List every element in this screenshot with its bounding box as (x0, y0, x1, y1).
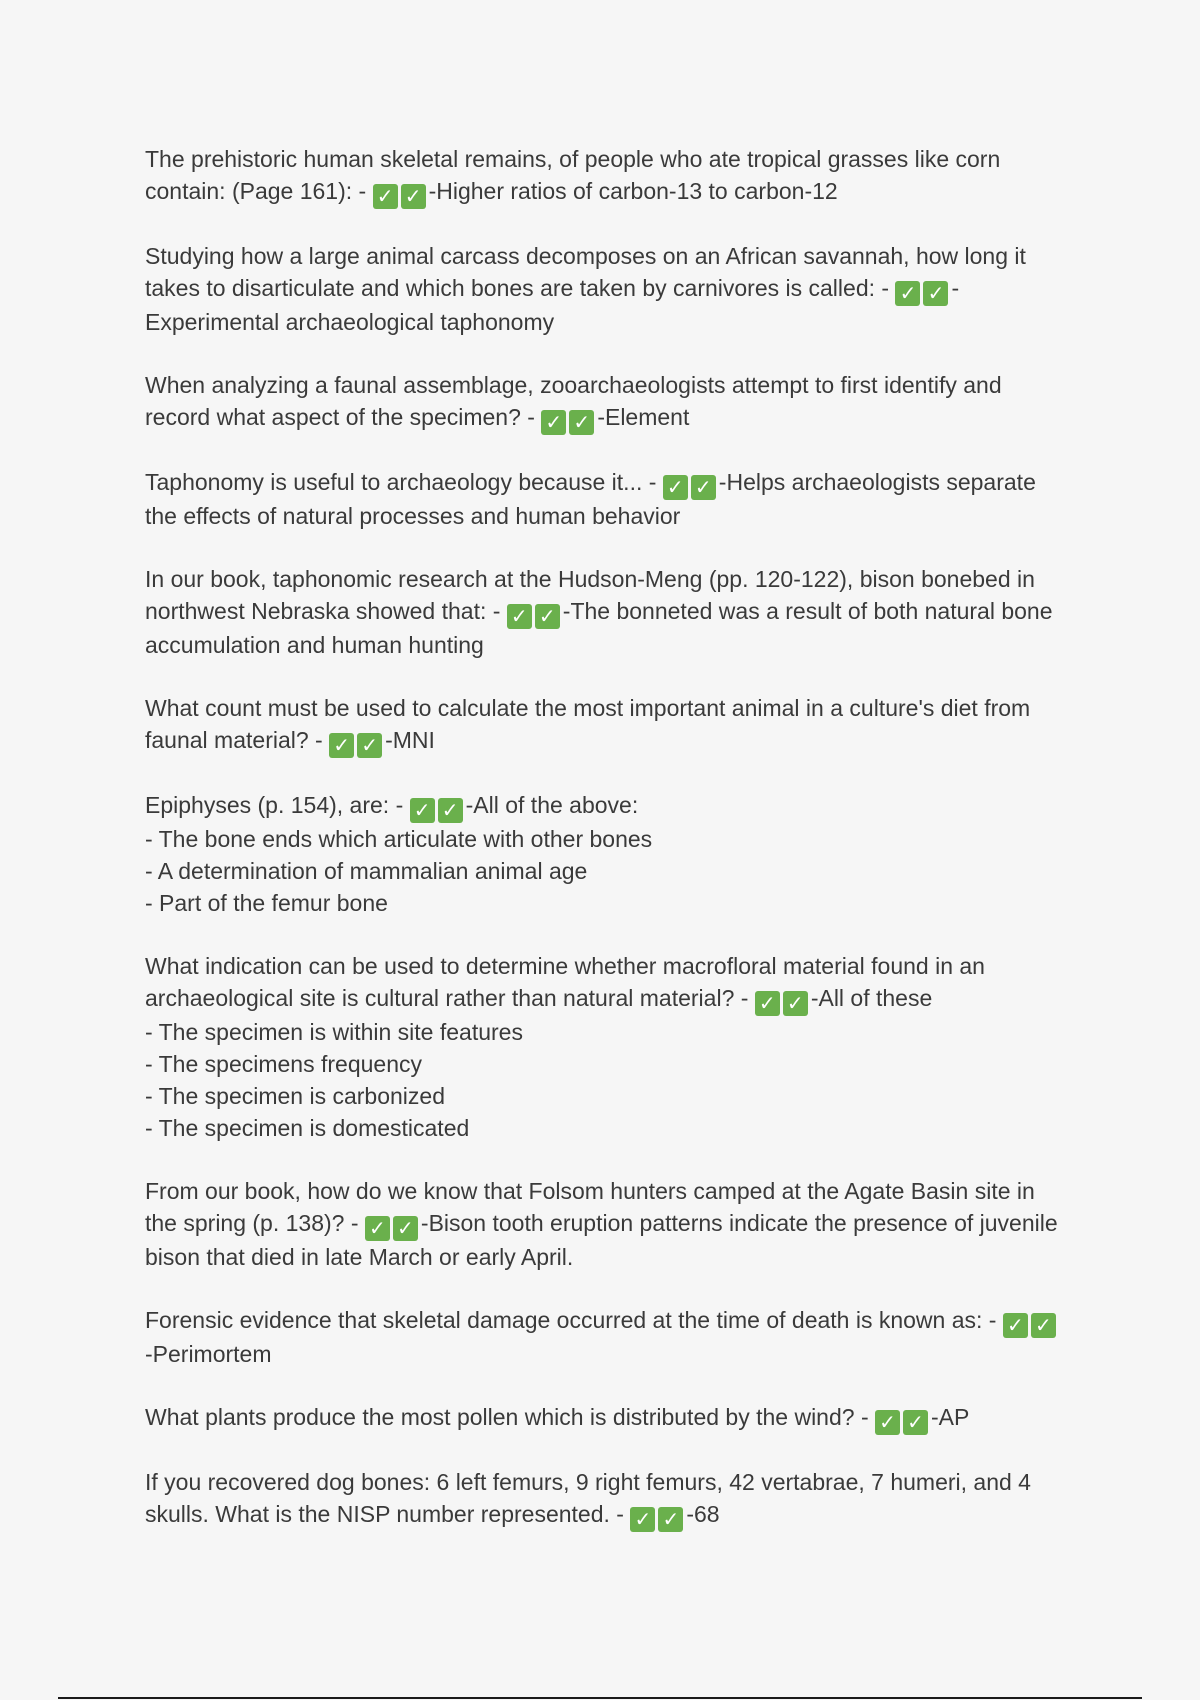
answer-text: -68 (686, 1501, 720, 1527)
option-item: - The specimen is domesticated (145, 1115, 470, 1141)
qa-text (145, 789, 1065, 823)
qa-text (145, 1401, 1065, 1435)
qa-item (145, 950, 1065, 1144)
qa-text (145, 692, 1065, 758)
option-item: - The specimen is within site features (145, 1019, 523, 1045)
qa-text (145, 1175, 1065, 1273)
answer-text: -Experimental archaeological taphonomy (145, 275, 960, 335)
question-text: What count must be used to calculate the most important animal in a culture's diet from faunal material? - (145, 695, 1031, 753)
option-item: - The bone ends which articulate with other bones (145, 826, 653, 852)
checkmark-icon: ✓ (783, 991, 808, 1016)
checkmark-icon: ✓ (755, 991, 780, 1016)
qa-text (145, 240, 1065, 338)
checkmark-icon: ✓ (438, 798, 463, 823)
answer-text: -Element (597, 404, 690, 430)
answer-text: -Higher ratios of carbon-13 to carbon-12 (428, 178, 838, 204)
checkmark-icon: ✓ (923, 281, 948, 306)
answer-text: -AP (931, 1404, 970, 1430)
question-text: Taphonomy is useful to archaeology because it... - (145, 469, 657, 495)
answer-text: -The bonneted was a result of both natural bone accumulation and human hunting (145, 598, 1053, 658)
qa-text (145, 369, 1065, 435)
option-item: - The specimens frequency (145, 1051, 422, 1077)
checkmark-icon: ✓ (410, 798, 435, 823)
checkmark-icon: ✓ (329, 733, 354, 758)
qa-item (145, 1304, 1065, 1370)
qa-item (145, 240, 1065, 338)
qa-text (145, 563, 1065, 661)
question-text: If you recovered dog bones: 6 left femurs, 9 right femurs, 42 vertabrae, 7 humeri, and 4 skulls. What is the NISP number represented. - (145, 1469, 1031, 1527)
checkmark-icon: ✓ (357, 733, 382, 758)
option-item: - Part of the femur bone (145, 890, 388, 916)
question-text: In our book, taphonomic research at the Hudson-Meng (pp. 120-122), bison bonebed in northwest Nebraska showed that: - (145, 566, 1035, 624)
option-item: - A determination of mammalian animal age (145, 858, 588, 884)
qa-item (145, 1175, 1065, 1273)
checkmark-icon: ✓ (365, 1216, 390, 1241)
answer-text: -Bison tooth eruption patterns indicate the presence of juvenile bison that died in late March or early April. (145, 1210, 1058, 1270)
checkmark-icon: ✓ (875, 1410, 900, 1435)
checkmark-icon: ✓ (691, 475, 716, 500)
checkmark-icon: ✓ (630, 1507, 655, 1532)
checkmark-icon: ✓ (401, 184, 426, 209)
checkmark-icon: ✓ (569, 410, 594, 435)
qa-text (145, 1466, 1065, 1532)
answer-text: -All of these (810, 985, 933, 1011)
qa-item (145, 369, 1065, 435)
qa-item (145, 563, 1065, 661)
question-text: When analyzing a faunal assemblage, zooarchaeologists attempt to first identify and record what aspect of the specimen? - (145, 372, 1002, 430)
qa-item (145, 789, 1065, 919)
qa-item (145, 692, 1065, 758)
qa-item (145, 1401, 1065, 1435)
question-text: Studying how a large animal carcass decomposes on an African savannah, how long it takes to disarticulate and which bones are taken by carnivores is called: - (145, 243, 1026, 301)
question-text: What plants produce the most pollen which is distributed by the wind? - (145, 1404, 869, 1430)
checkmark-icon: ✓ (903, 1410, 928, 1435)
checkmark-icon: ✓ (373, 184, 398, 209)
option-item: - The specimen is carbonized (145, 1083, 445, 1109)
qa-text (145, 1304, 1065, 1370)
answer-text: -Helps archaeologists separate the effects of natural processes and human behavior (145, 469, 1036, 529)
qa-item (145, 1466, 1065, 1532)
answer-text: -All of the above: (465, 792, 639, 818)
question-text: From our book, how do we know that Folsom hunters camped at the Agate Basin site in the spring (p. 138)? - (145, 1178, 1035, 1236)
checkmark-icon: ✓ (663, 475, 688, 500)
checkmark-icon: ✓ (393, 1216, 418, 1241)
checkmark-icon: ✓ (1003, 1313, 1028, 1338)
qa-text (145, 950, 1065, 1016)
answer-text: -Perimortem (145, 1341, 272, 1367)
checkmark-icon: ✓ (1031, 1313, 1056, 1338)
qa-text (145, 143, 1065, 209)
checkmark-icon: ✓ (535, 604, 560, 629)
question-text: The prehistoric human skeletal remains, of people who ate tropical grasses like corn contain: (Page 161): - (145, 146, 1001, 204)
qa-item (145, 143, 1065, 209)
checkmark-icon: ✓ (895, 281, 920, 306)
qa-list (145, 143, 1065, 1563)
checkmark-icon: ✓ (658, 1507, 683, 1532)
page-bottom-rule (58, 1697, 1142, 1699)
qa-text (145, 466, 1065, 532)
question-text: Forensic evidence that skeletal damage occurred at the time of death is known as: - (145, 1307, 997, 1333)
question-text: Epiphyses (p. 154), are: - (145, 792, 404, 818)
qa-item (145, 466, 1065, 532)
checkmark-icon: ✓ (541, 410, 566, 435)
question-text: What indication can be used to determine whether macrofloral material found in an archaeological site is cultural rather than natural material? - (145, 953, 985, 1011)
checkmark-icon: ✓ (507, 604, 532, 629)
answer-text: -MNI (385, 727, 435, 753)
